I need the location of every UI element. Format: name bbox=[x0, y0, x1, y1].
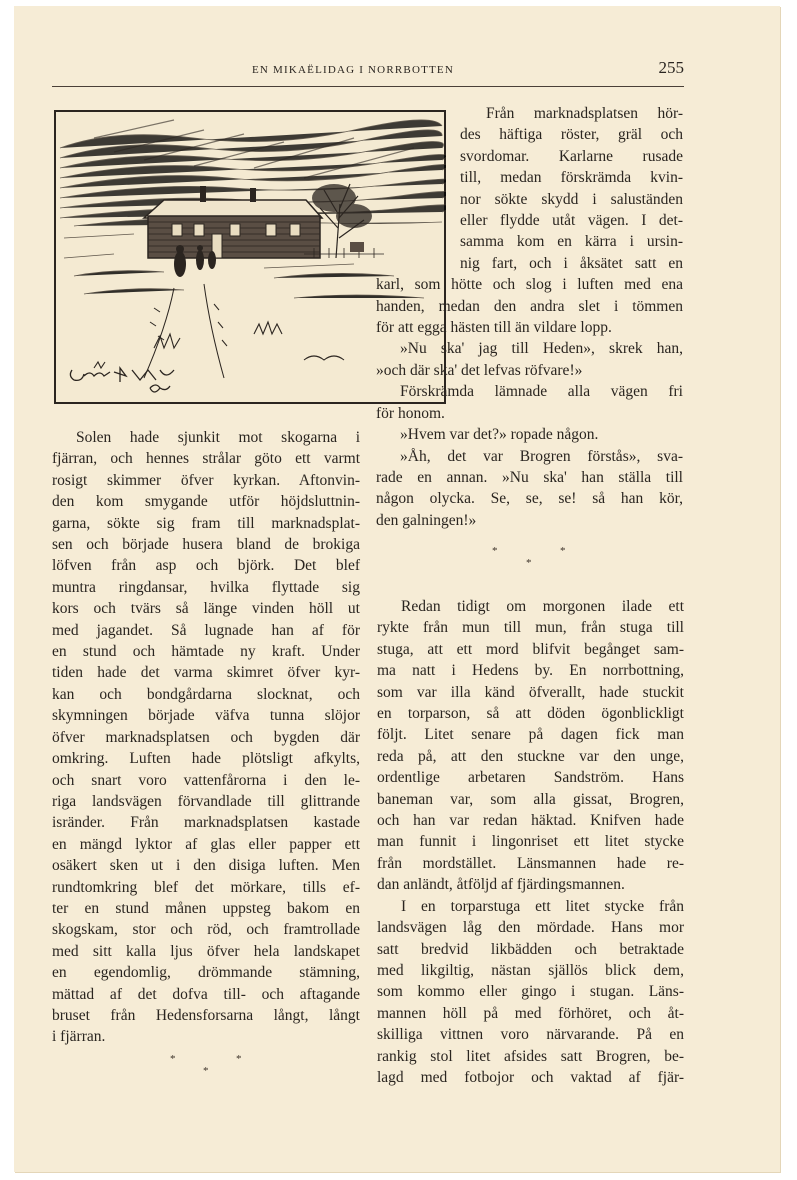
text-line: mannen höll på med förhöret, och åt- bbox=[377, 1004, 684, 1022]
text-line: med jagandet. Så lugnade han af för bbox=[52, 621, 360, 639]
text-line: »Åh, det var Brogren förstås», sva- bbox=[400, 447, 683, 465]
text-column-right-bottom bbox=[377, 596, 684, 1088]
paragraph bbox=[377, 596, 684, 896]
text-line: baneman var, som alla gissat, Brogren, bbox=[377, 790, 684, 808]
text-line: satt bredvid likbädden och betraktade bbox=[377, 940, 684, 958]
text-line: sen och började husera bland de brokiga bbox=[52, 536, 360, 554]
paragraph bbox=[376, 381, 683, 424]
text-line: en torparson, så att döden ögonblickligt bbox=[377, 705, 684, 723]
text-line: fjärran, och hennes strålar göto ett varmt bbox=[52, 450, 360, 468]
text-line: en egendomlig, drömmande stämning, bbox=[52, 964, 360, 982]
separator-star: * bbox=[236, 1053, 242, 1065]
text-line: rykte från mun till mun, från stuga till bbox=[377, 619, 684, 637]
text-line: rade en annan. »Nu ska' han ställa till bbox=[376, 468, 683, 486]
text-line: som kommo eller gingo i stugan. Läns- bbox=[377, 983, 684, 1001]
text-line: lagd med fotbojor och vaktad af fjär- bbox=[377, 1068, 684, 1086]
text-line: kors och tvärs så länge vinden höll ut bbox=[52, 600, 360, 618]
text-line: skogskam, stor och röd, och framtrollade bbox=[52, 921, 360, 939]
separator-star: * bbox=[526, 557, 532, 569]
text-line: reda på, att den stuckne var den unge, bbox=[377, 747, 684, 765]
text-line: och snart voro vattenfårorna i den le- bbox=[52, 771, 360, 789]
text-line: osäkert sken ut i den disiga luften. Men bbox=[52, 857, 360, 875]
text-line: des häftiga röster, gräl och bbox=[460, 126, 683, 144]
text-line: bruset från Hedensforsarna långt, långt bbox=[52, 1006, 360, 1024]
separator-star: * bbox=[560, 545, 566, 557]
text-line: löfven från asp och björk. Det blef bbox=[52, 557, 360, 575]
text-column-left bbox=[52, 427, 360, 1048]
text-line: skymningen började väfva tunna slöjor bbox=[52, 707, 360, 725]
text-line: eller flydde utåt vägen. I det- bbox=[460, 212, 683, 230]
text-column-right-top bbox=[376, 103, 683, 531]
text-line: öfver marknadsplatsen och bygden där bbox=[52, 728, 360, 746]
text-line: någon olycka. Se, se, se! så han kör, bbox=[376, 490, 683, 508]
paragraph bbox=[377, 896, 684, 1089]
text-line: karl, som hötte och slog i luften med ena bbox=[376, 276, 683, 294]
text-line: »Hvem var det?» ropade någon. bbox=[400, 426, 599, 444]
text-line: till, medan förskrämda kvin- bbox=[460, 169, 683, 187]
paragraph bbox=[52, 427, 360, 1048]
text-line: en stund och hämtade ny kraft. Under bbox=[52, 643, 360, 661]
text-line: man funnit i lingonriset ett litet stycke bbox=[377, 833, 684, 851]
text-line: den galningen!» bbox=[376, 511, 477, 529]
text-line: och han var redan häktad. Knifven hade bbox=[377, 812, 684, 830]
text-line: med sitt kalla ljus öfver hela landskapet bbox=[52, 942, 360, 960]
running-title: EN MIKAËLIDAG I NORRBOTTEN bbox=[252, 64, 454, 76]
text-line: följt. Litet senare på dagen fick man bbox=[377, 726, 684, 744]
separator-star: * bbox=[170, 1053, 176, 1065]
text-line: rankig stol litet afsides satt Brogren, be- bbox=[377, 1047, 684, 1065]
text-line: isränder. Från marknadsplatsen kastade bbox=[52, 814, 360, 832]
paragraph bbox=[376, 103, 683, 338]
text-line: nig fart, och i åksätet satt en bbox=[460, 254, 683, 272]
text-line: I en torparstuga ett litet stycke från bbox=[401, 897, 684, 915]
text-line: landsvägen låg den mördade. Hans mor bbox=[377, 919, 684, 937]
text-line: mättad af det dofva till- och aftagande bbox=[52, 985, 360, 1003]
text-line: riga landsvägen förvandlade till glittrande bbox=[52, 792, 360, 810]
text-line: skilliga vittnen voro närvarande. På en bbox=[377, 1026, 684, 1044]
text-line: i fjärran. bbox=[52, 1028, 106, 1046]
text-line: garna, sökte sig fram till marknadsplat- bbox=[52, 514, 360, 532]
text-line: stuga, att ett mord blifvit begånget sam- bbox=[377, 640, 684, 658]
text-line: ma natt i Hedens by. En norrbottning, bbox=[377, 662, 684, 680]
text-line: Solen hade sjunkit mot skogarna i bbox=[76, 429, 360, 446]
text-line: som var illa känd öfverallt, hade stuckit bbox=[377, 683, 684, 701]
text-line: rosigt skimmer öfver kyrkan. Aftonvin- bbox=[52, 471, 360, 489]
text-line: för att egga hästen till än vildare lopp. bbox=[376, 319, 612, 337]
text-line: Förskrämda lämnade alla vägen fri bbox=[400, 383, 683, 401]
text-line: nor sökte skydd i saluständen bbox=[460, 190, 683, 208]
text-line: från mordstället. Länsmannen hade re- bbox=[377, 854, 684, 872]
section-separator-right bbox=[492, 545, 572, 581]
paragraph bbox=[376, 338, 683, 381]
text-line: Redan tidigt om morgonen ilade ett bbox=[401, 598, 684, 615]
text-line: den kom smygande utför höjdsluttnin- bbox=[52, 493, 360, 511]
text-line: med likgiltig, nästan själlös blick dem, bbox=[377, 961, 684, 979]
text-line: tiden hade det varma skimret öfver kyr- bbox=[52, 664, 360, 682]
running-header bbox=[52, 58, 684, 87]
text-line: en mängd lyktor af glas eller papper ett bbox=[52, 835, 360, 853]
section-separator-left bbox=[170, 1053, 250, 1089]
text-line: ordentlige arbetaren Sandström. Hans bbox=[377, 769, 684, 787]
text-line: kan och bondgårdarna slocknat, och bbox=[52, 685, 360, 703]
text-line: handen, medan den andra slet i tömmen bbox=[376, 297, 683, 315]
text-line: ter en stund månen uppsteg bakom en bbox=[52, 899, 360, 917]
text-line: »Nu ska' jag till Heden», skrek han, bbox=[400, 340, 683, 358]
text-line: omkring. Luften hade plötsligt afkylts, bbox=[52, 750, 360, 768]
text-line: »och där ska' det lefvas röfvare!» bbox=[376, 361, 583, 379]
text-line: rundtomkring blef det mörkare, tills ef- bbox=[52, 878, 360, 896]
text-line: muntra ringdansar, hvilka flyttade sig bbox=[52, 578, 360, 596]
separator-star: * bbox=[203, 1065, 209, 1077]
text-line: svordomar. Karlarne rusade bbox=[460, 147, 683, 165]
separator-star: * bbox=[492, 545, 498, 557]
text-line: dan anländt, åtföljd af fjärdingsmannen. bbox=[377, 876, 625, 894]
paragraph bbox=[376, 446, 683, 532]
text-line: Från marknadsplatsen hör- bbox=[486, 105, 683, 122]
paragraph bbox=[376, 424, 683, 445]
page-number: 255 bbox=[658, 58, 684, 77]
text-line: samma kom en kärra i ursin- bbox=[460, 233, 683, 251]
text-line: för honom. bbox=[376, 404, 445, 422]
